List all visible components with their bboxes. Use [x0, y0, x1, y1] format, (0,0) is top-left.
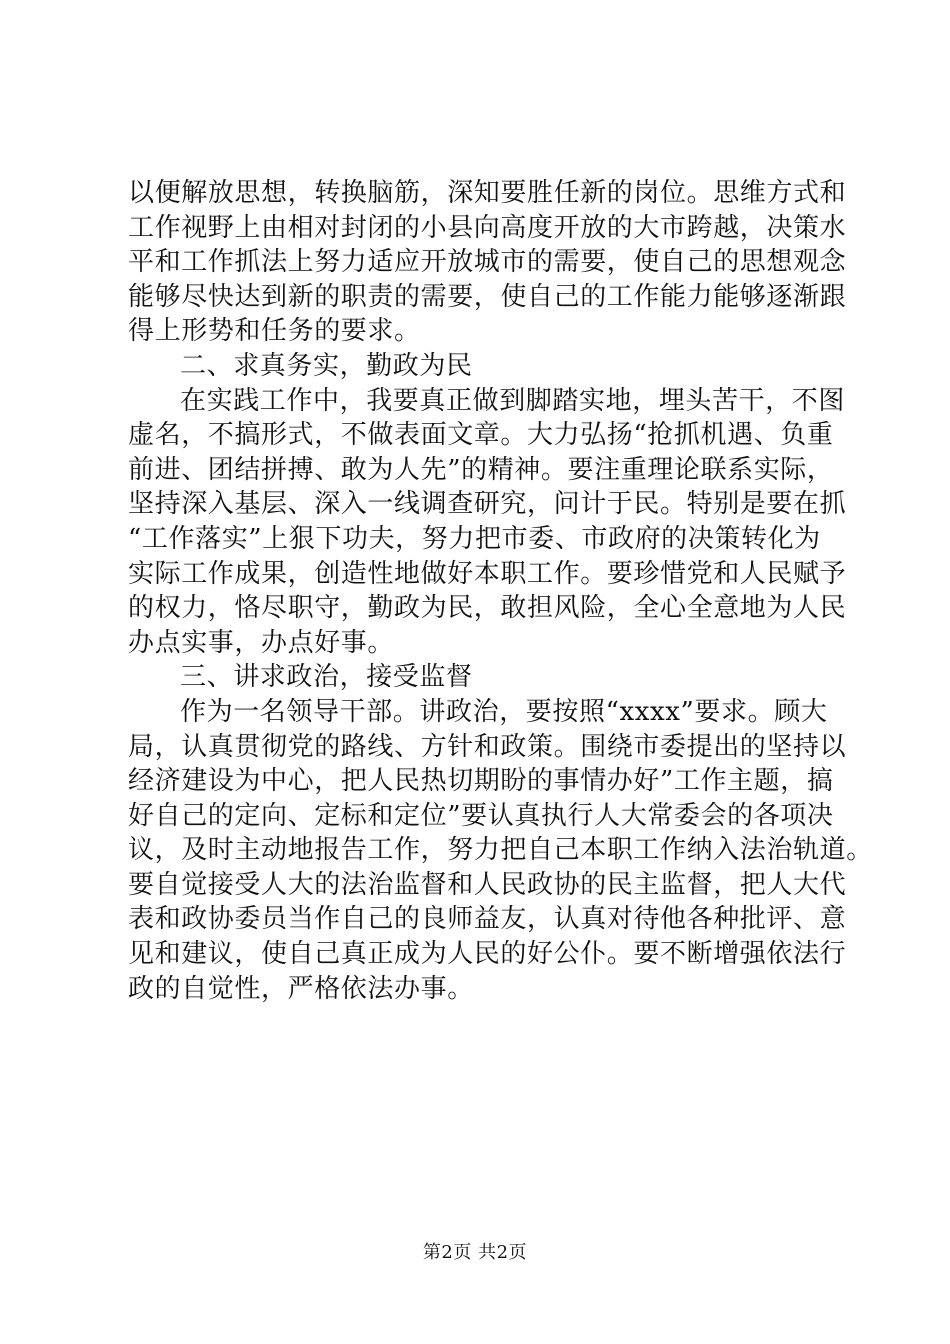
- text-line: 表和政协委员当作自己的良师益友，认真对待他各种批评、意: [128, 904, 847, 935]
- text-line: 在实践工作中，我要真正做到脚踏实地，埋头苦干，不图: [180, 385, 846, 416]
- text-line: 政的自觉性，严格依法办事。: [128, 973, 474, 1004]
- text-line: 的权力，恪尽职守，勤政为民，敢担风险，全心全意地为人民: [128, 593, 847, 624]
- text-line: 作为一名领导干部。讲政治，要按照“xxxx”要求。顾大: [180, 696, 828, 727]
- text-line: 能够尽快达到新的职责的需要，使自己的工作能力能够逐渐跟: [128, 281, 847, 312]
- text-line: 要自觉接受人大的法治监督和人民政协的民主监督，把人大代: [128, 869, 847, 900]
- text-line: 实际工作成果，创造性地做好本职工作。要珍惜党和人民赋予: [128, 558, 847, 589]
- text-line: 办点实事，办点好事。: [128, 627, 395, 658]
- text-line: 见和建议，使自己真正成为人民的好公仆。要不断增强依法行: [128, 939, 847, 970]
- page-number-footer: 第2页 共2页: [422, 1242, 528, 1263]
- text-line: 局，认真贯彻党的路线、方针和政策。围绕市委提出的坚持以: [128, 731, 847, 762]
- text-line: 经济建设为中心，把人民热切期盼的事情办好”工作主题，搞: [128, 766, 834, 797]
- section-heading-3: 三、讲求政治，接受监督: [180, 662, 473, 693]
- text-line: 工作视野上由相对封闭的小县向高度开放的大市跨越，决策水: [128, 212, 847, 243]
- text-line: 平和工作抓法上努力适应开放城市的需要，使自己的思想观念: [128, 247, 847, 278]
- text-line: 以便解放思想，转换脑筋，深知要胜任新的岗位。思维方式和: [128, 178, 847, 208]
- document-body: [128, 176, 873, 1006]
- text-line: 好自己的定向、定标和定位”要认真执行人大常委会的各项决: [128, 800, 834, 831]
- text-line: 议，及时主动地报告工作，努力把自己本职工作纳入法治轨道。: [128, 835, 873, 866]
- text-line: 得上形势和任务的要求。: [128, 316, 421, 347]
- text-line: “工作落实”上狠下功夫，努力把市委、市政府的决策转化为: [128, 523, 821, 554]
- text-line: 前进、团结拼搏、敢为人先”的精神。要注重理论联系实际，: [128, 454, 834, 485]
- text-line: 虚名，不搞形式，不做表面文章。大力弘扬“抢抓机遇、负重: [128, 420, 834, 451]
- section-heading-2: 二、求真务实，勤政为民: [180, 350, 473, 381]
- text-line: 坚持深入基层、深入一线调查研究，问计于民。特别是要在抓: [128, 489, 847, 520]
